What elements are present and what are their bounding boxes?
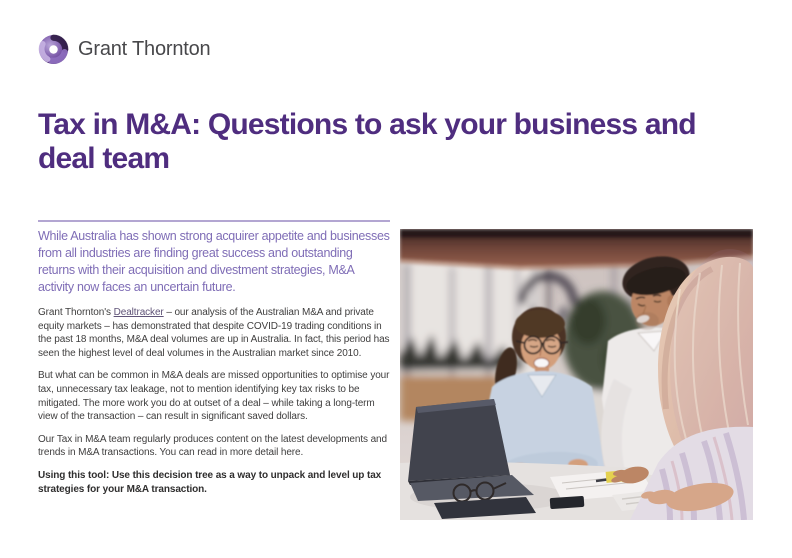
office-meeting-photo bbox=[400, 229, 753, 520]
photo-tint-overlay bbox=[400, 229, 753, 520]
gt-swirl-icon bbox=[38, 34, 69, 65]
paragraph-missed-opportunities: But what can be common in M&A deals are missed opportunities to optimise your tax, unnecessary tax leakage, not to mention identifying key tax risks to be mitigated. The more work you do at outset of a deal – while taking a long-term view of the transaction – can result in significant saved dollars. bbox=[38, 370, 390, 423]
paragraph-dealtracker bbox=[38, 306, 390, 360]
office-meeting-photo-art bbox=[400, 229, 753, 520]
paragraph-using-this-tool: Using this tool: Use this decision tree as a way to unpack and level up tax strategies for your M&A transaction. bbox=[38, 469, 382, 495]
dealtracker-link[interactable]: Dealtracker bbox=[113, 307, 164, 318]
p1-prefix: Grant Thornton's bbox=[38, 307, 114, 318]
grant-thornton-logo bbox=[38, 34, 210, 65]
intro-lede: While Australia has shown strong acquirer appetite and businesses from all industries are finding great success and outstanding returns with their acquisition and divestment strategies, M&A activity now faces an uncertain future. bbox=[38, 229, 390, 294]
logo-wordmark: Grant Thornton bbox=[78, 38, 211, 60]
section-divider bbox=[38, 220, 390, 222]
paragraph-tax-team: Our Tax in M&A team regularly produces content on the latest developments and trends in M&A transactions. You can read in more detail here. bbox=[38, 433, 387, 459]
p1-rest: – our analysis of the Australian M&A and private equity markets – has demonstrated that despite COVID-19 trading conditions in the past 18 months, M&A deal volumes are up in Australia. In fact, this period has seen the highest level of deal volumes in the Australian market since 2010. bbox=[38, 307, 390, 359]
body-copy bbox=[38, 306, 390, 505]
page-title: Tax in M&A: Questions to ask your business and deal team bbox=[38, 108, 696, 175]
